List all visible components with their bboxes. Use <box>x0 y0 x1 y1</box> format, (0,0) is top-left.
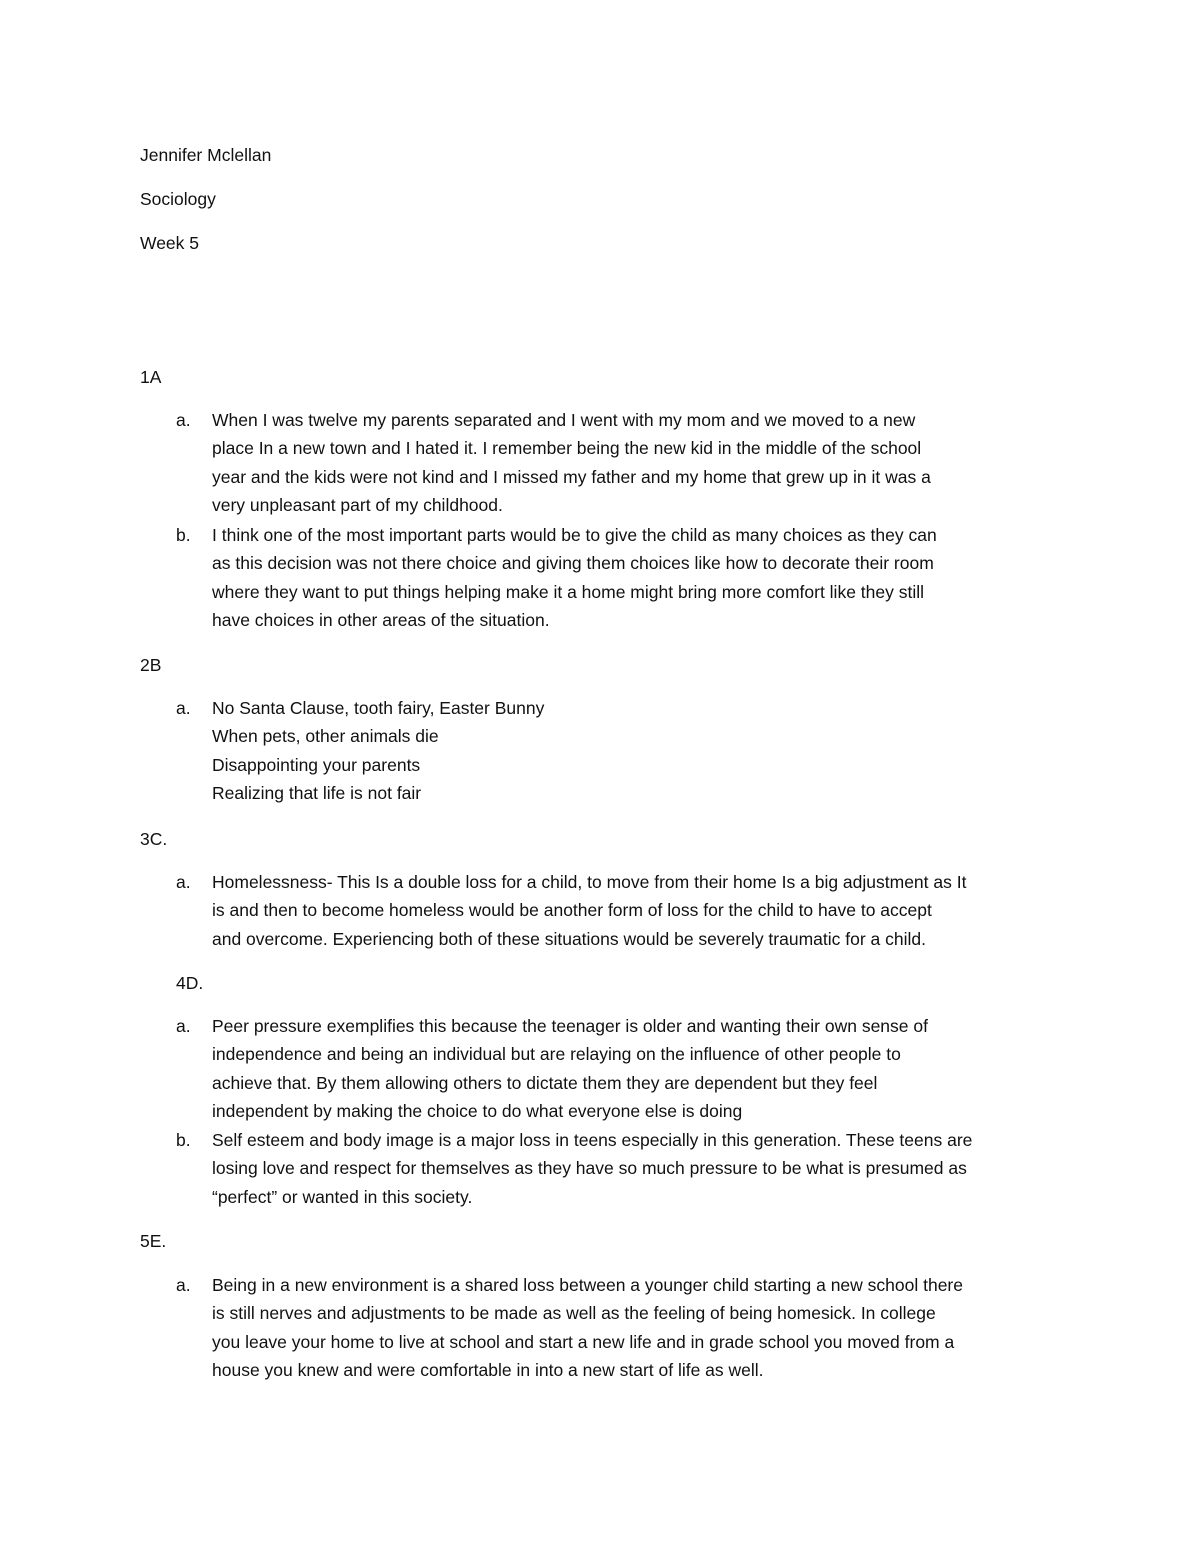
text-line: have choices in other areas of the situation. <box>212 609 550 630</box>
text-line: Self esteem and body image is a major loss in teens especially in this generation. These teens are <box>212 1130 973 1150</box>
list-item <box>212 1126 1072 1211</box>
text-line: Being in a new environment is a shared loss between a younger child starting a new school there <box>212 1275 963 1295</box>
list-item <box>212 521 1072 634</box>
text-line: I think one of the most important parts would be to give the child as many choices as they can <box>212 525 937 545</box>
list-item <box>212 1271 1072 1384</box>
list-marker: a. <box>176 698 191 718</box>
text-line: Peer pressure exemplifies this because the teenager is older and wanting their own sense of <box>212 1016 928 1036</box>
list-item <box>212 694 1072 807</box>
course-name: Sociology <box>140 189 216 209</box>
text-line: where they want to put things helping make it a home might bring more comfort like they still <box>212 581 925 602</box>
text-line: Disappointing your parents <box>212 754 421 775</box>
list-marker: a. <box>176 1016 191 1036</box>
text-line: independence and being an individual but are relaying on the influence of other people to <box>212 1044 901 1065</box>
week-label: Week 5 <box>140 233 200 253</box>
section-label: 2B <box>140 655 162 675</box>
text-line: No Santa Clause, tooth fairy, Easter Bunny <box>212 698 545 718</box>
text-line: place In a new town and I hated it. I remember being the new kid in the middle of the school <box>212 438 922 459</box>
text-line: independent by making the choice to do what everyone else is doing <box>212 1100 743 1121</box>
section-label: 1A <box>140 367 162 387</box>
text-line: you leave your home to live at school and start a new life and in grade school you moved from a <box>212 1331 955 1352</box>
text-line: is and then to become homeless would be another form of loss for the child to have to accept <box>212 900 932 921</box>
text-line: When I was twelve my parents separated and I went with my mom and we moved to a new <box>212 410 916 430</box>
list-marker: b. <box>176 525 191 545</box>
text-line: achieve that. By them allowing others to dictate them they are dependent but they feel <box>212 1072 878 1093</box>
list-marker: a. <box>176 410 191 430</box>
text-line: is still nerves and adjustments to be made as well as the feeling of being homesick. In college <box>212 1303 936 1324</box>
list-item <box>212 868 1072 953</box>
section-label: 3C. <box>140 829 168 849</box>
text-line: and overcome. Experiencing both of these situations would be severely traumatic for a child. <box>212 928 926 949</box>
list-marker: a. <box>176 872 191 892</box>
text-line: Realizing that life is not fair <box>212 782 422 803</box>
author-name: Jennifer Mclellan <box>140 145 272 165</box>
section-label: 4D. <box>176 973 204 993</box>
text-line: year and the kids were not kind and I missed my father and my home that grew up in it was a <box>212 466 931 487</box>
list-marker: a. <box>176 1275 191 1295</box>
text-line: Homelessness- This Is a double loss for a child, to move from their home Is a big adjustment as It <box>212 872 967 892</box>
text-line: losing love and respect for themselves as they have so much pressure to be what is presumed as <box>212 1158 967 1179</box>
section-label: 5E. <box>140 1231 167 1251</box>
text-line: When pets, other animals die <box>212 726 439 747</box>
text-line: house you knew and were comfortable in into a new start of life as well. <box>212 1359 764 1380</box>
text-line: as this decision was not there choice and giving them choices like how to decorate their room <box>212 553 934 574</box>
list-item <box>212 1012 1072 1125</box>
list-item <box>212 406 1072 519</box>
text-line: very unpleasant part of my childhood. <box>212 494 503 515</box>
list-marker: b. <box>176 1130 191 1150</box>
text-line: “perfect” or wanted in this society. <box>212 1186 473 1207</box>
